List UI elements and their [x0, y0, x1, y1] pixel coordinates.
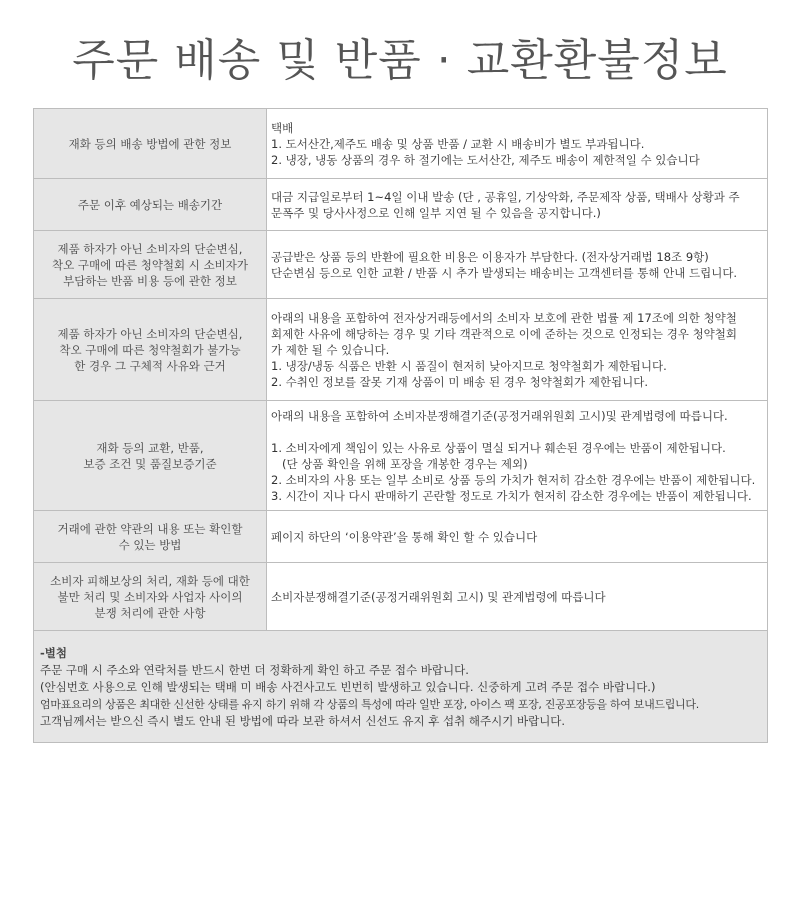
label-line: 주문 이후 예상되는 배송기간 [77, 197, 223, 212]
value-line: (단 상품 확인을 위해 포장을 개봉한 경우는 제외) [271, 456, 528, 471]
label-line: 제품 하자가 아닌 소비자의 단순변심, [57, 241, 243, 256]
label-line: 한 경우 그 구체적 사유와 근거 [74, 358, 226, 373]
note-line: (안심번호 사용으로 인해 발생되는 택배 미 배송 사건사고도 빈번히 발생하고 있습니다. 신중하게 고려 주문 접수 바랍니다.) [40, 680, 656, 694]
value-line: 3. 시간이 지나 다시 판매하기 곤란할 정도로 가치가 현저히 감소한 경우에는 반품이 제한됩니다. [271, 488, 752, 503]
value-gap [271, 424, 761, 440]
row-label [34, 563, 267, 631]
info-table [33, 108, 768, 743]
note-row [34, 631, 768, 743]
table-row [34, 179, 768, 231]
row-label [34, 299, 267, 401]
page-title: 주문 배송 및 반품 · 교환환불정보 [72, 35, 728, 86]
table-row [34, 511, 768, 563]
note-line: 주문 구매 시 주소와 연락처를 반드시 한번 더 정확하게 확인 하고 주문 접수 바랍니다. [40, 663, 469, 677]
table-row [34, 563, 768, 631]
row-value [267, 109, 768, 179]
value-line: 1. 냉장/냉동 식품은 반환 시 품질이 현저히 낮아지므로 청약철회가 제한됩니다. [271, 358, 667, 373]
value-line: 아래의 내용을 포함하여 전자상거래등에서의 소비자 보호에 관한 법률 제 17조에 의한 청약철 [271, 310, 737, 325]
value-line: 2. 수취인 정보를 잘못 기재 상품이 미 배송 된 경우 청약철회가 제한됩니다. [271, 374, 648, 389]
row-label [34, 401, 267, 511]
label-line: 분쟁 처리에 관한 사항 [94, 605, 206, 620]
note-section [34, 631, 768, 743]
row-label [34, 231, 267, 299]
table-row [34, 401, 768, 511]
value-line: 2. 소비자의 사용 또는 일부 소비로 상품 등의 가치가 현저히 감소한 경우에는 반품이 제한됩니다. [271, 472, 756, 487]
row-value [267, 401, 768, 511]
value-line: 문폭주 및 당사사정으로 인해 일부 지연 될 수 있음을 공지합니다.) [271, 205, 601, 220]
value-line: 1. 소비자에게 책임이 있는 사유로 상품이 멸실 되거나 훼손된 경우에는 반품이 제한됩니다. [271, 440, 726, 455]
note-title: -별첨 [40, 646, 67, 660]
row-label [34, 109, 267, 179]
value-line: 택배 [271, 120, 294, 135]
value-line: 소비자분쟁해결기준(공정거래위원회 고시) 및 관계법령에 따릅니다 [271, 589, 606, 604]
value-line: 1. 도서산간,제주도 배송 및 상품 반품 / 교환 시 배송비가 별도 부과됩니다. [271, 136, 645, 151]
label-line: 제품 하자가 아닌 소비자의 단순변심, [57, 326, 243, 341]
label-line: 재화 등의 교환, 반품, [96, 440, 204, 455]
label-line: 수 있는 방법 [118, 537, 182, 552]
table-row [34, 109, 768, 179]
value-line: 회제한 사유에 해당하는 경우 및 기타 객관적으로 이에 준하는 것으로 인정되는 경우 청약철회 [271, 326, 738, 341]
note-line: 고객님께서는 받으신 즉시 별도 안내 된 방법에 따라 보관 하셔서 신선도 유지 후 섭취 해주시기 바랍니다. [40, 714, 566, 728]
value-line: 페이지 하단의 ‘이용약관’을 통해 확인 할 수 있습니다 [271, 529, 538, 544]
label-line: 보증 조건 및 품질보증기준 [83, 456, 217, 471]
value-line: 2. 냉장, 냉동 상품의 경우 하 절기에는 도서산간, 제주도 배송이 제한적일 수 있습니다 [271, 152, 700, 167]
value-line: 아래의 내용을 포함하여 소비자분쟁해결기준(공정거래위원회 고시)및 관계법령에 따릅니다. [271, 408, 728, 423]
label-line: 착오 구매에 따른 청약철회가 불가능 [59, 342, 241, 357]
row-label [34, 511, 267, 563]
label-line: 거래에 관한 약관의 내용 또는 확인할 [57, 521, 243, 536]
label-line: 재화 등의 배송 방법에 관한 정보 [68, 136, 232, 151]
row-value [267, 563, 768, 631]
value-line: 대금 지급일로부터 1~4일 이내 발송 (단 , 공휴일, 기상악화, 주문제작 상품, 택배사 상황과 주 [271, 189, 740, 204]
row-value [267, 299, 768, 401]
table-row [34, 231, 768, 299]
row-value [267, 511, 768, 563]
note-line: 엄마표요리의 상품은 최대한 신선한 상태를 유지 하기 위해 각 상품의 특성에 따라 일반 포장, 아이스 팩 포장, 진공포장등을 하여 보내드립니다. [40, 698, 699, 711]
row-value [267, 179, 768, 231]
row-label [34, 179, 267, 231]
value-line: 공급받은 상품 등의 반환에 필요한 비용은 이용자가 부담한다. (전자상거래법 18조 9항) [271, 249, 709, 264]
label-line: 부담하는 반품 비용 등에 관한 정보 [63, 273, 237, 288]
label-line: 불만 처리 및 소비자와 사업자 사이의 [57, 589, 243, 604]
value-line: 단순변심 등으로 인한 교환 / 반품 시 추가 발생되는 배송비는 고객센터를 통해 안내 드립니다. [271, 265, 738, 280]
row-value [267, 231, 768, 299]
value-line: 가 제한 될 수 있습니다. [271, 342, 390, 357]
label-line: 소비자 피해보상의 처리, 재화 등에 대한 [50, 573, 250, 588]
label-line: 착오 구매에 따른 청약철회 시 소비자가 [51, 257, 249, 272]
table-row [34, 299, 768, 401]
